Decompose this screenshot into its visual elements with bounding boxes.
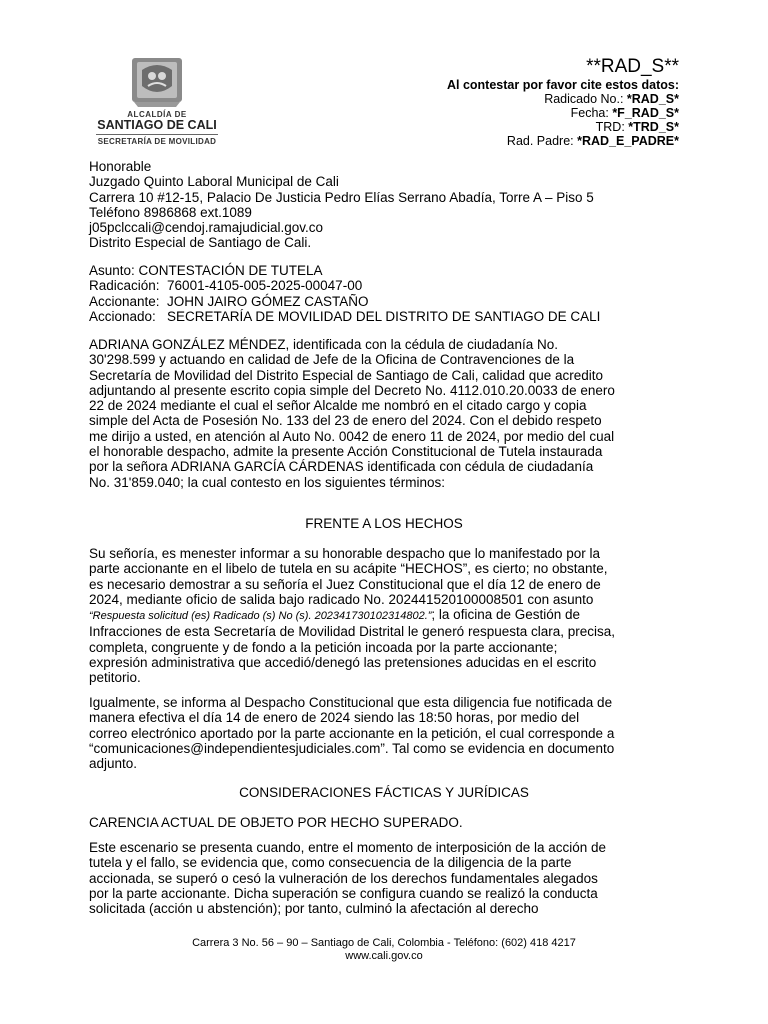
rad-placeholder: **RAD_S** — [586, 56, 679, 77]
logo-divider — [96, 134, 218, 135]
heading-carencia: CARENCIA ACTUAL DE OBJETO POR HECHO SUPERADO. — [89, 815, 463, 830]
logo-line-alcaldia: ALCALDÍA DE — [127, 110, 187, 119]
page-footer — [0, 937, 768, 963]
carencia-paragraph: Este escenario se presenta cuando, entre el momento de interposición de la acción de tutela y el fallo, se evidencia que, como consecuencia de la diligencia de la parte accionada, se superó o cesó la vulneración de los derechos fundamentales alegados por la parte accionante. Dicha superación se configura cuando se realizó la conducta solicitada (acción u abstención); por tanto, culminó la afectación al derecho — [89, 840, 607, 917]
hechos-paragraph: Su señoría, es menester informar a su honorable despacho que lo manifestado por la parte accionante en el libelo de tutela en su acápite “HECHOS”, es cierto; no obstante, es necesario demostrar a su señoría el Juez Constitucional que el día 12 de enero de 2024, mediante oficio de salida bajo radicado No. 202441520100008501 con asunto “Respuesta solicitud (es) Radicado (s) No (s). 202341730102314802.”; la oficina de Gestión de Infracciones de esta Secretaría de Movilidad Distrital le generó respuesta clara, precisa, completa, congruente y de fondo a la petición incoada por la parte accionante; expresión administrativa que accedió/denegó las pretensiones aducidas en el escrito petitorio. — [89, 546, 679, 686]
coat-of-arms-icon — [128, 56, 186, 108]
trd-line: TRD: *TRD_S* — [595, 120, 679, 134]
heading-consideraciones: CONSIDERACIONES FÁCTICAS Y JURÍDICAS — [239, 785, 529, 800]
notification-paragraph: Igualmente, se informa al Despacho Constitucional que esta diligencia fue notificada de manera efectiva el día 14 de enero de 2024 siendo las 18:50 horas, por medio del correo electrónico aportado por la parte accionante en la petición, el cual corresponde a “comunicaciones@independientesjudiciales.com”. Tal como se evidencia en documento adjunto. — [89, 695, 615, 772]
footer-address: Carrera 3 No. 56 – 90 – Santiago de Cali, Colombia - Teléfono: (602) 418 4217 — [192, 937, 576, 949]
radicado-line: Radicado No.: *RAD_S* — [544, 92, 679, 106]
hechos-italic-line: “Respuesta solicitud (es) Radicado (s) No (s). 202341730102314802.”; la oficina de Gestión de — [89, 607, 581, 623]
filing-header — [447, 56, 679, 148]
footer-website: www.cali.gov.co — [345, 950, 423, 962]
alcaldia-logo — [92, 56, 222, 146]
cite-notice: Al contestar por favor cite estos datos: — [446, 78, 679, 92]
intro-paragraph: ADRIANA GONZÁLEZ MÉNDEZ, identificada con la cédula de ciudadanía No. 30'298.599 y actuando en calidad de Jefe de la Oficina de Contravenciones de la Secretaría de Movilidad del Distrito Especial de Santiago de Cali, calidad que acredito adjuntando al presente escrito copia simple del Decreto No. 4112.010.20.0033 de enero 22 de 2024 mediante el cual el señor Alcalde me nombró en el citado cargo y copia simple del Acta de Posesión No. 133 del 23 de enero del 2024. Con el debido respeto me dirijo a usted, en atención al Auto No. 0042 de enero 11 de 2024, por medio del cual el honorable despacho, admite la presente Acción Constitucional de Tutela instaurada por la señora ADRIANA GARCÍA CÁRDENAS identificada con cédula de ciudadanía No. 31'859.040; la cual contesto en los siguientes términos: — [89, 337, 615, 490]
recipient-address: Honorable Juzgado Quinto Laboral Municipal de Cali Carrera 10 #12-15, Palacio De Justicia Pedro Elías Serrano Abadía, Torre A – Piso 5 Teléfono 8986868 ext.1089 j05pclccali@cendoj.ramajudicial.gov.co Distrito Especial de Santiago de Cali. — [89, 159, 594, 251]
fecha-line: Fecha: *F_RAD_S* — [570, 106, 679, 120]
rad-padre-line: Rad. Padre: *RAD_E_PADRE* — [506, 134, 679, 148]
logo-line-city: SANTIAGO DE CALI — [97, 118, 217, 132]
heading-frente-a-los-hechos: FRENTE A LOS HECHOS — [305, 516, 463, 531]
logo-line-secretaria: SECRETARÍA DE MOVILIDAD — [97, 137, 217, 146]
subject-block: Asunto: CONTESTACIÓN DE TUTELA Radicación: 76001-4105-005-2025-00047-00 Accionante: JOHN JAIRO GÓMEZ CASTAÑO Accionado: SECRETARÍA DE MOVILIDAD DEL DISTRITO DE SANTIAGO DE CALI — [89, 263, 601, 324]
